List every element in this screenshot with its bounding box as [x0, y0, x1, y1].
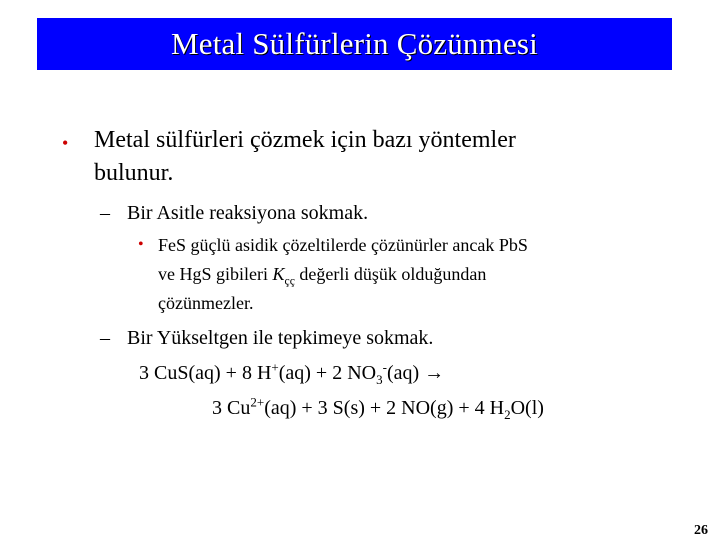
- eq1-sup2: -: [382, 359, 387, 375]
- eq1-part3: (aq) →: [386, 362, 445, 384]
- detail-line1: FeS güçlü asidik çözeltilerde çözünürler ancak PbS: [158, 235, 528, 255]
- eq1-sup1: +: [271, 359, 279, 375]
- main-bullet-marker: •: [62, 133, 69, 153]
- eq1-part2: (aq) + 2 NO: [278, 362, 377, 384]
- equation-line2: [212, 394, 544, 422]
- eq1-sub1: 3: [376, 372, 383, 387]
- eq2-part1: 3 Cu: [212, 397, 251, 419]
- main-bullet-line2: bulunur.: [94, 160, 174, 186]
- detail-line2-a: ve HgS gibileri: [158, 264, 273, 284]
- main-bullet-line1: Metal sülfürleri çözmek için bazı yöntemler: [94, 127, 516, 153]
- k-subscript: çç: [284, 274, 295, 288]
- equation-line1: [139, 359, 445, 387]
- k-symbol: K: [272, 264, 285, 284]
- page-number: 26: [694, 523, 708, 538]
- sub-bullet-2: Bir Yükseltgen ile tepkimeye sokmak.: [127, 327, 434, 349]
- eq2-part3: O(l): [510, 397, 544, 419]
- detail-line2-b: değerli düşük olduğundan: [294, 264, 487, 284]
- detail-line2: [158, 264, 487, 288]
- eq1-part1: 3 CuS(aq) + 8 H: [139, 362, 272, 384]
- sub-bullet-1-marker: –: [100, 202, 110, 224]
- eq2-part2: (aq) + 3 S(s) + 2 NO(g) + 4 H: [264, 397, 505, 419]
- sub-bullet-1: Bir Asitle reaksiyona sokmak.: [127, 202, 369, 224]
- detail-bullet-marker: •: [138, 236, 144, 253]
- slide-title: Metal Sülfürlerin Çözünmesi: [170, 26, 538, 61]
- slide-title-bar: [37, 18, 672, 70]
- sub-bullet-2-marker: –: [100, 327, 110, 349]
- eq2-sup1: 2+: [250, 394, 265, 410]
- detail-line3: çözünmezler.: [158, 293, 254, 313]
- eq2-sub1: 2: [504, 407, 511, 422]
